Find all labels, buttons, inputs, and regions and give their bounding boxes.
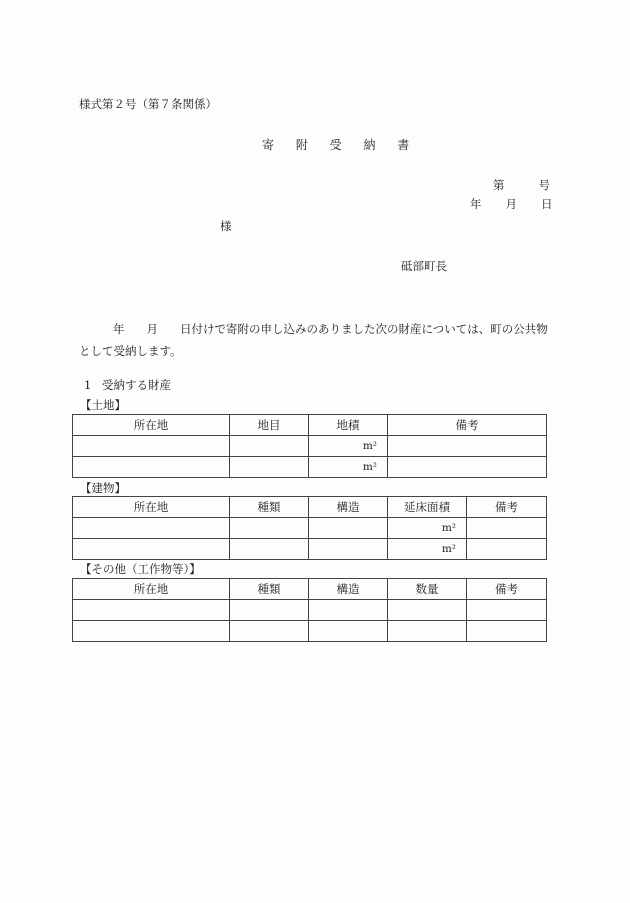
- floor-area-cell[interactable]: m²: [388, 539, 467, 560]
- table-row: [73, 457, 547, 478]
- header-remarks: 備考: [388, 415, 547, 436]
- header-structure: 構造: [309, 579, 388, 600]
- remarks-cell[interactable]: [467, 518, 547, 539]
- floor-area-cell[interactable]: m²: [388, 518, 467, 539]
- land-area-cell[interactable]: m²: [309, 436, 388, 457]
- location-cell[interactable]: [73, 518, 230, 539]
- table-row: [73, 518, 547, 539]
- body-sentence: 日付けで寄附の申し込みのありました次の財産については、町の公共物として受納します。: [79, 322, 548, 358]
- body-month: 月: [146, 322, 158, 336]
- header-type: 種類: [230, 497, 309, 518]
- land-label: 【土地】: [80, 398, 126, 412]
- document-number: [493, 177, 550, 193]
- remarks-cell[interactable]: [467, 600, 547, 621]
- location-cell[interactable]: [73, 600, 230, 621]
- type-cell[interactable]: [230, 539, 309, 560]
- issuer: 砥部町長: [401, 259, 447, 273]
- header-type: 種類: [230, 579, 309, 600]
- land-area-cell[interactable]: m²: [309, 457, 388, 478]
- date-month: 月: [505, 197, 517, 211]
- document-date: [470, 196, 553, 212]
- header-remarks: 備考: [467, 579, 547, 600]
- table-header-row: [73, 579, 547, 600]
- document-title: 寄 附 受 納 書: [262, 138, 419, 152]
- header-location: 所在地: [73, 415, 230, 436]
- location-cell[interactable]: [73, 539, 230, 560]
- header-location: 所在地: [73, 579, 230, 600]
- header-floor-area: 延床面積: [388, 497, 467, 518]
- body-text: [79, 318, 554, 362]
- header-location: 所在地: [73, 497, 230, 518]
- location-cell[interactable]: [73, 457, 230, 478]
- land-table: [72, 414, 547, 478]
- header-quantity: 数量: [388, 579, 467, 600]
- form-number: 様式第２号（第７条関係）: [79, 97, 217, 111]
- land-category-cell[interactable]: [230, 436, 309, 457]
- other-label: 【その他（工作物等）】: [80, 562, 201, 576]
- doc-number-prefix: 第: [493, 178, 505, 192]
- land-category-cell[interactable]: [230, 457, 309, 478]
- addressee: 様: [220, 219, 232, 233]
- type-cell[interactable]: [230, 600, 309, 621]
- table-row: [73, 436, 547, 457]
- remarks-cell[interactable]: [388, 457, 547, 478]
- section-heading: [84, 377, 171, 393]
- quantity-cell[interactable]: [388, 600, 467, 621]
- date-year: 年: [470, 197, 482, 211]
- structure-cell[interactable]: [309, 600, 388, 621]
- type-cell[interactable]: [230, 518, 309, 539]
- quantity-cell[interactable]: [388, 621, 467, 642]
- header-land-category: 地目: [230, 415, 309, 436]
- header-remarks: 備考: [467, 497, 547, 518]
- structure-cell[interactable]: [309, 539, 388, 560]
- section-title: 受納する財産: [102, 378, 171, 392]
- other-table: [72, 578, 547, 642]
- header-structure: 構造: [309, 497, 388, 518]
- table-header-row: [73, 415, 547, 436]
- building-label: 【建物】: [80, 481, 126, 495]
- body-year: 年: [113, 322, 125, 336]
- remarks-cell[interactable]: [388, 436, 547, 457]
- date-day: 日: [541, 197, 553, 211]
- table-row: [73, 621, 547, 642]
- header-land-area: 地積: [309, 415, 388, 436]
- table-row: [73, 600, 547, 621]
- remarks-cell[interactable]: [467, 621, 547, 642]
- location-cell[interactable]: [73, 436, 230, 457]
- structure-cell[interactable]: [309, 621, 388, 642]
- doc-number-suffix: 号: [538, 178, 550, 192]
- structure-cell[interactable]: [309, 518, 388, 539]
- table-header-row: [73, 497, 547, 518]
- table-row: [73, 539, 547, 560]
- type-cell[interactable]: [230, 621, 309, 642]
- building-table: [72, 496, 547, 560]
- location-cell[interactable]: [73, 621, 230, 642]
- remarks-cell[interactable]: [467, 539, 547, 560]
- section-number: 1: [84, 378, 92, 392]
